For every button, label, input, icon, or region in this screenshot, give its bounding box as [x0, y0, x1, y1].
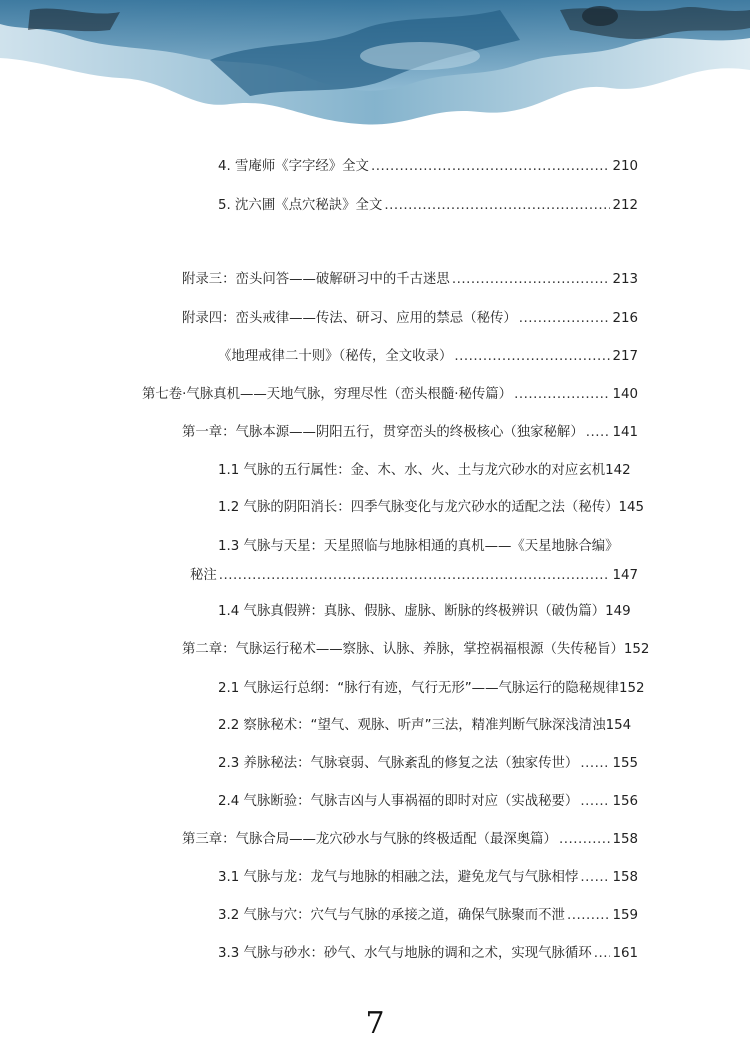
toc-entry-2-3 — [218, 755, 638, 773]
toc-entry-4 — [218, 158, 638, 176]
toc-entry-geography-precepts — [218, 348, 638, 366]
toc-entry-title: 附录四：峦头戒律——传法、研习、应用的禁忌（秘传） — [182, 311, 517, 326]
dot-leader — [580, 793, 610, 811]
toc-entry-2-2 — [218, 717, 638, 735]
toc-entry-continuation: 秘注 — [190, 568, 217, 583]
toc-entry-volume-7 — [142, 386, 638, 404]
toc-entry-page: 158 — [612, 870, 638, 885]
toc-entry-title: 2.3 养脉秘法：气脉衰弱、气脉紊乱的修复之法（独家传世） — [218, 756, 579, 771]
toc-entry-page: 213 — [612, 272, 638, 287]
toc-entry-title: 3.3 气脉与砂水：砂气、水气与地脉的调和之术，实现气脉循环 — [218, 946, 592, 961]
toc-entry-title: 第七卷·气脉真机——天地气脉，穷理尽性（峦头根髓·秘传篇） — [142, 387, 513, 402]
dot-leader — [594, 945, 611, 963]
toc-entry-chapter-3 — [182, 831, 638, 849]
toc-entry-title: 第一章：气脉本源——阴阳五行，贯穿峦头的终极核心（独家秘解） — [182, 425, 584, 440]
dot-leader — [219, 567, 611, 585]
dot-leader — [384, 197, 610, 215]
toc-entry-page: 140 — [612, 387, 638, 402]
toc-entry-1-3-continuation — [190, 567, 638, 585]
toc-entry-3-2 — [218, 907, 638, 925]
dot-leader — [514, 386, 610, 404]
toc-entry-page: 210 — [612, 159, 638, 174]
dot-leader — [580, 869, 610, 887]
dot-leader — [371, 158, 610, 176]
dot-leader — [519, 310, 611, 328]
toc-entry-title: 5. 沈六圃《点穴秘訣》全文 — [218, 198, 383, 213]
dot-leader — [567, 907, 611, 925]
toc-entry-title: 2.1 气脉运行总纲：“脉行有迹，气行无形”——气脉运行的隐秘规律 — [218, 681, 619, 696]
toc-entry-appendix-3 — [182, 271, 638, 289]
toc-entry-page: 141 — [612, 425, 638, 440]
dot-leader — [454, 348, 610, 366]
toc-entry-title: 3.1 气脉与龙：龙气与地脉的相融之法，避免龙气与气脉相悖 — [218, 870, 579, 885]
toc-entry-5 — [218, 197, 638, 215]
dot-leader — [452, 271, 611, 289]
toc-entry-page: 152 — [618, 681, 645, 696]
toc-entry-page: 217 — [612, 349, 638, 364]
toc-entry-title: 《地理戒律二十则》（秘传，全文收录） — [218, 349, 453, 364]
toc-entry-page: 147 — [612, 568, 638, 583]
toc-entry-title: 附录三：峦头问答——破解研习中的千古迷思 — [182, 272, 450, 287]
toc-entry-page: 212 — [612, 198, 638, 213]
toc-entry-3-1 — [218, 869, 638, 887]
dot-leader — [586, 424, 611, 442]
toc-entry-1-3 — [218, 538, 619, 556]
page-number: 7 — [365, 1006, 385, 1041]
toc-entry-1-2 — [218, 499, 658, 517]
toc-entry-title: 4. 雪庵师《字字经》全文 — [218, 159, 369, 174]
toc-entry-title: 第三章：气脉合局——龙穴砂水与气脉的终极适配（最深奥篇） — [182, 832, 557, 847]
toc-entry-page: 145 — [618, 500, 645, 515]
toc-entry-3-3 — [218, 945, 638, 963]
toc-entry-title: 3.2 气脉与穴：穴气与气脉的承接之道，确保气脉聚而不泄 — [218, 908, 565, 923]
toc-entry-title: 第二章：气脉运行秘术——察脉、认脉、养脉，掌控祸福根源（失传秘旨） — [182, 642, 624, 657]
toc-entry-2-1 — [218, 680, 648, 698]
toc-entry-title: 1.2 气脉的阴阳消长：四季气脉变化与龙穴砂水的适配之法（秘传） — [218, 500, 619, 515]
toc-entry-title: 1.4 气脉真假辨：真脉、假脉、虚脉、断脉的终极辨识（破伪篇） — [218, 604, 606, 619]
toc-entry-page: 152 — [623, 642, 650, 657]
toc-entry-title: 1.3 气脉与天星：天星照临与地脉相通的真机——《天星地脉合编》 — [218, 539, 619, 554]
toc-entry-chapter-2 — [182, 641, 662, 659]
toc-entry-page: 142 — [605, 463, 631, 478]
toc-entry-appendix-4 — [182, 310, 638, 328]
toc-entry-title: 2.4 气脉断验：气脉吉凶与人事祸福的即时对应（实战秘要） — [218, 794, 579, 809]
toc-entry-page: 156 — [612, 794, 638, 809]
toc-entry-page: 216 — [612, 311, 638, 326]
toc-entry-page: 158 — [612, 832, 638, 847]
toc-entry-page: 161 — [612, 946, 638, 961]
dot-leader — [559, 831, 611, 849]
toc-entry-page: 154 — [605, 718, 632, 733]
toc-entry-page: 155 — [612, 756, 638, 771]
toc-entry-page: 159 — [612, 908, 638, 923]
toc-entry-title: 1.1 气脉的五行属性：金、木、水、火、土与龙穴砂水的对应玄机 — [218, 463, 606, 478]
toc-entry-1-1 — [218, 462, 638, 480]
toc-entry-2-4 — [218, 793, 638, 811]
toc-entry-1-4 — [218, 603, 638, 621]
toc-entry-page: 149 — [605, 604, 631, 619]
toc-entry-title: 2.2 察脉秘术：“望气、观脉、听声”三法，精准判断气脉深浅清浊 — [218, 718, 606, 733]
toc-entry-chapter-1 — [182, 424, 638, 442]
dot-leader — [580, 755, 610, 773]
